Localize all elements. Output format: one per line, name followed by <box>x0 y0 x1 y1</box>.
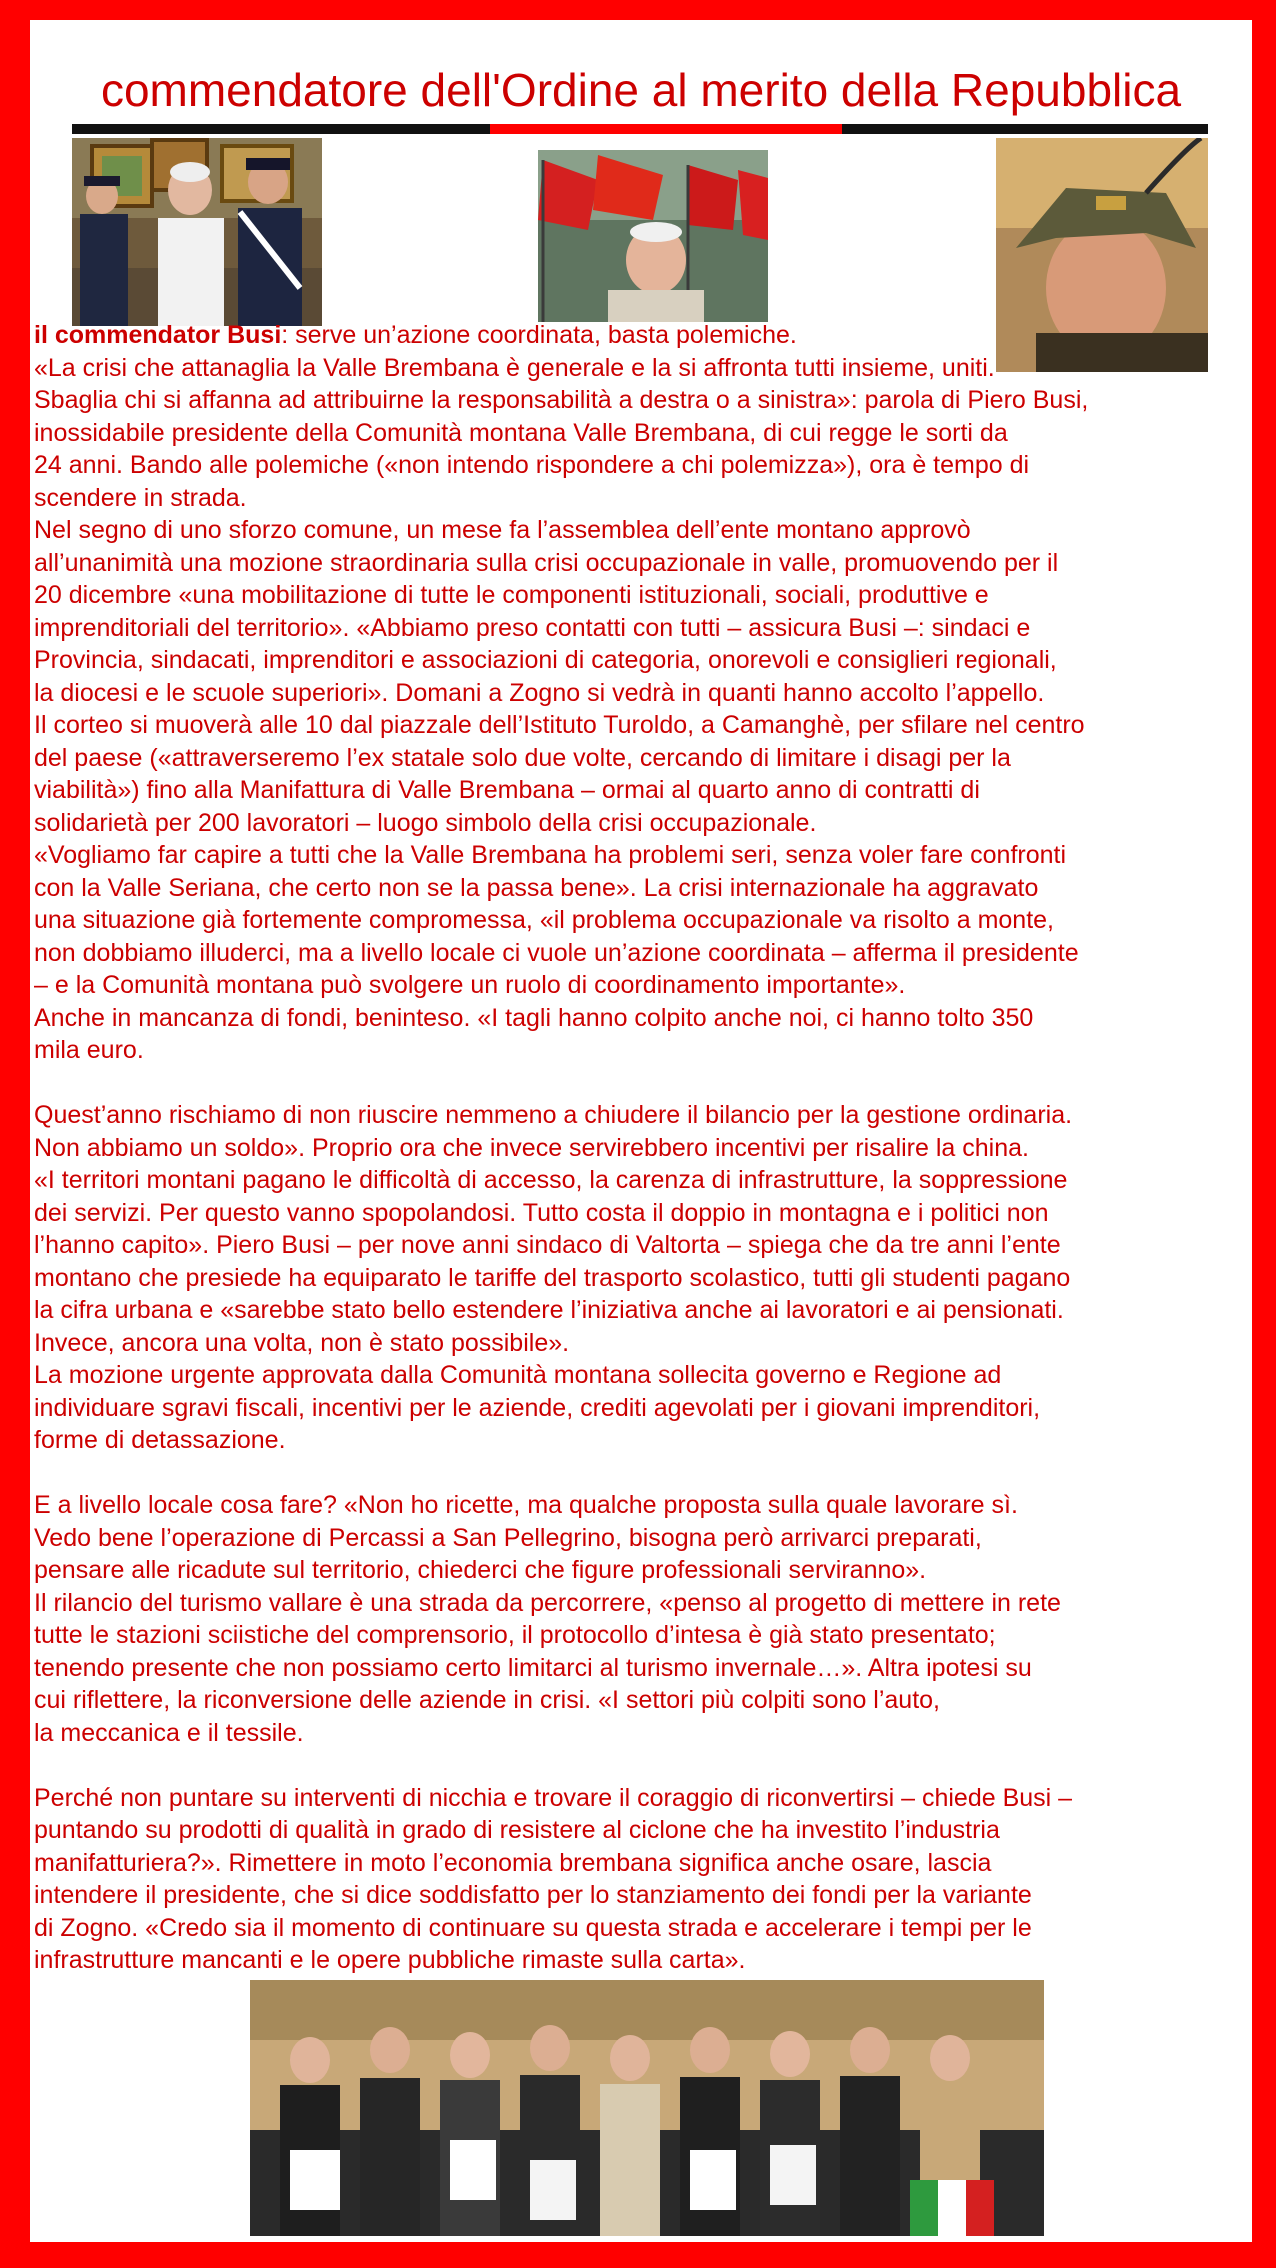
article-page <box>30 20 1252 2242</box>
article-line: puntando su prodotti di qualità in grado di resistere al ciclone che ha investito l’industria <box>34 1816 1000 1844</box>
article-line: di Zogno. «Credo sia il momento di continuare su questa strada e accelerare i tempi per le <box>34 1913 1032 1942</box>
article-line: solidarietà per 200 lavoratori – luogo simbolo della crisi occupazionale. <box>34 808 817 837</box>
article-line: del paese («attraverseremo l’ex statale solo due volte, cercando di limitare i disagi per la <box>34 743 1011 772</box>
article-line: E a livello locale cosa fare? «Non ho ricette, ma qualche proposta sulla quale lavorare sì. <box>34 1491 1018 1519</box>
article-line: tenendo presente che non possiamo certo limitarci al turismo invernale…». Altra ipotesi su <box>34 1653 1032 1682</box>
article-lead-line <box>34 319 1252 352</box>
article-line: Provincia, sindacati, imprenditori e associazioni di categoria, onorevoli e consiglieri regionali, <box>34 646 1057 674</box>
article-line: inossidabile presidente della Comunità montana Valle Brembana, di cui regge le sorti da <box>34 418 1008 447</box>
article-line: montano che presiede ha equiparato le tariffe del trasporto scolastico, tutti gli studenti pagano <box>34 1263 1071 1292</box>
article-line: non dobbiamo illuderci, ma a livello locale ci vuole un’azione coordinata – afferma il presidente <box>34 938 1079 967</box>
article-line: viabilità») fino alla Manifattura di Valle Brembana – ormai al quarto anno di contratti di <box>34 776 980 804</box>
article-line: dei servizi. Per questo vanno spopolandosi. Tutto costa il doppio in montagna e i politici non <box>34 1198 1049 1227</box>
article-line: cui riflettere, la riconversione delle aziende in crisi. «I settori più colpiti sono l’auto, <box>34 1686 941 1714</box>
article-line: la diocesi e le scuole superiori». Domani a Zogno si vedrà in quanti hanno accolto l’appello. <box>34 678 1045 707</box>
article-line: scendere in strada. <box>34 483 247 512</box>
article-line: la meccanica e il tessile. <box>34 1718 304 1747</box>
paragraph-gap <box>34 1457 1252 1490</box>
article-line: Invece, ancora una volta, non è stato possibile». <box>34 1328 570 1357</box>
article-line: l’hanno capito». Piero Busi – per nove anni sindaco di Valtorta – spiega che da tre anni l’ente <box>34 1231 1061 1259</box>
article-line: Sbaglia chi si affanna ad attribuirne la responsabilità a destra o a sinistra»: parola di Piero Busi, <box>34 386 1089 414</box>
article-lead-rest: : serve un’azione coordinata, basta polemiche. <box>281 321 797 349</box>
article-line: intendere il presidente, che si dice soddisfatto per lo stanziamento dei fondi per la variante <box>34 1881 1032 1909</box>
article-body <box>34 319 1252 1977</box>
photo-busi-carabinieri <box>72 138 322 326</box>
article-line: infrastrutture mancanti e le opere pubbliche rimaste sulla carta». <box>34 1946 746 1974</box>
article-line: una situazione già fortemente compromessa, «il problema occupazionale va risolto a monte, <box>34 906 1054 934</box>
article-line: all’unanimità una mozione straordinaria sulla crisi occupazionale in valle, promuovendo per il <box>34 548 1059 577</box>
article-line: tutte le stazioni sciistiche del comprensorio, il protocollo d’intesa è già stato presentato; <box>34 1621 996 1649</box>
photo-group-ceremony <box>250 1980 1044 2236</box>
article-line: Non abbiamo un soldo». Proprio ora che invece servirebbero incentivi per risalire la china. <box>34 1133 1029 1162</box>
article-line: forme di detassazione. <box>34 1426 286 1454</box>
article-line: pensare alle ricadute sul territorio, chiederci che figure professionali serviranno». <box>34 1556 927 1584</box>
article-line: mila euro. <box>34 1036 144 1064</box>
article-line: «La crisi che attanaglia la Valle Brembana è generale e la si affronta tutti insieme, uniti. <box>34 353 995 382</box>
article-line: 20 dicembre «una mobilitazione di tutte le componenti istituzionali, sociali, produttive e <box>34 581 989 609</box>
article-line: Perché non puntare su interventi di nicchia e trovare il coraggio di riconvertirsi – chiede Busi – <box>34 1783 1073 1812</box>
photo-busi-flags <box>538 150 768 322</box>
article-line: individuare sgravi fiscali, incentivi per le aziende, crediti agevolati per i giovani imprenditori, <box>34 1393 1041 1422</box>
article-line: Vedo bene l’operazione di Percassi a San Pellegrino, bisogna però arrivarci preparati, <box>34 1523 982 1552</box>
article-line: Il corteo si muoverà alle 10 dal piazzale dell’Istituto Turoldo, a Camanghè, per sfilare nel centro <box>34 711 1085 739</box>
article-line: «Vogliamo far capire a tutti che la Valle Brembana ha problemi seri, senza voler fare confronti <box>34 841 1067 869</box>
article-lead-bold: il commendator Busi <box>34 321 282 349</box>
article-line: manifatturiera?». Rimettere in moto l’economia brembana significa anche osare, lascia <box>34 1848 992 1877</box>
article-line: 24 anni. Bando alle polemiche («non intendo rispondere a chi polemizza»), ora è tempo di <box>34 451 1030 479</box>
article-line: «I territori montani pagano le difficoltà di accesso, la carenza di infrastrutture, la soppressione <box>34 1166 1068 1194</box>
article-line: Quest’anno rischiamo di non riuscire nemmeno a chiudere il bilancio per la gestione ordinaria. <box>34 1101 1073 1129</box>
article-line: imprenditoriali del territorio». «Abbiamo preso contatti con tutti – assicura Busi –: sindaci e <box>34 613 1031 642</box>
article-line: Il rilancio del turismo vallare è una strada da percorrere, «penso al progetto di mettere in rete <box>34 1588 1061 1617</box>
article-line: con la Valle Seriana, che certo non se la passa bene». La crisi internazionale ha aggravato <box>34 873 1039 902</box>
title-rule-accent <box>490 124 842 134</box>
article-line: Nel segno di uno sforzo comune, un mese fa l’assemblea dell’ente montano approvò <box>34 516 971 544</box>
title-rule <box>72 124 1208 134</box>
paragraph-gap <box>34 1749 1252 1782</box>
paragraph-gap <box>34 1067 1252 1100</box>
article-line: Anche in mancanza di fondi, beninteso. «I tagli hanno colpito anche noi, ci hanno tolto 350 <box>34 1003 1034 1032</box>
article-lines <box>34 352 1252 1977</box>
article-line: la cifra urbana e «sarebbe stato bello estendere l’iniziativa anche ai lavoratori e ai pensionati. <box>34 1296 1064 1324</box>
article-line: La mozione urgente approvata dalla Comunità montana sollecita governo e Regione ad <box>34 1361 1002 1389</box>
page-title: commendatore dell'Ordine al merito della Repubblica <box>100 64 1182 116</box>
article-line: – e la Comunità montana può svolgere un ruolo di coordinamento importante». <box>34 971 906 999</box>
